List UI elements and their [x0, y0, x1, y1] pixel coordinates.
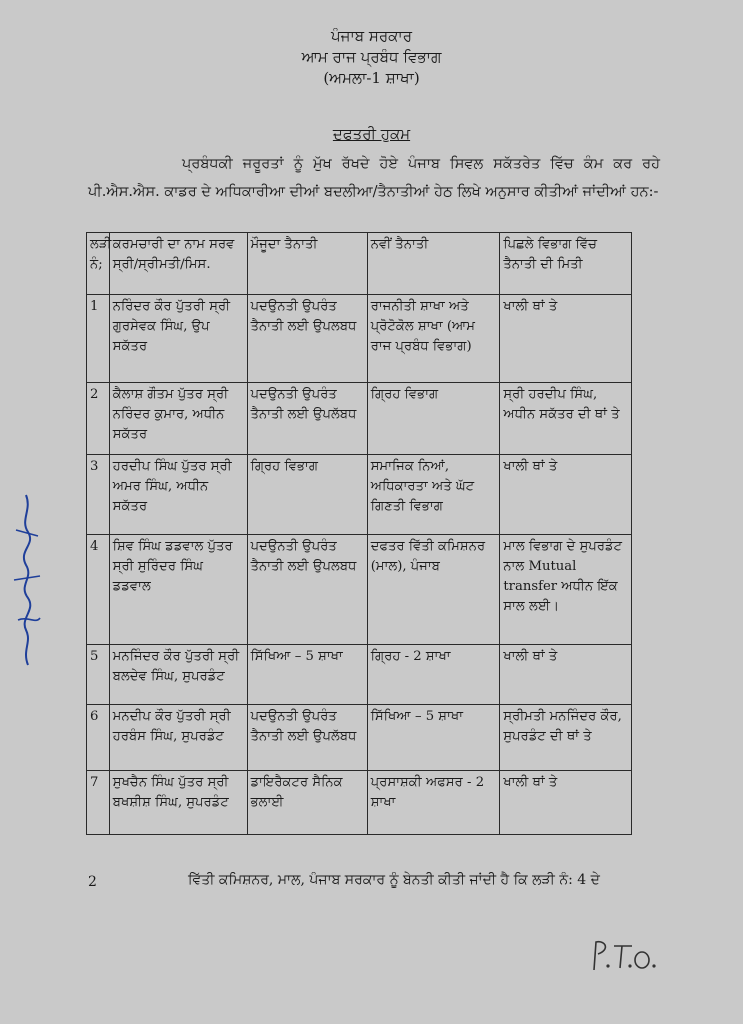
cell-new-posting: ਗ੍ਰਿਹ - 2 ਸ਼ਾਖਾ [367, 645, 500, 705]
cell-employee-name: ਸੁਖਚੈਨ ਸਿੰਘ ਪੁੱਤਰ ਸ੍ਰੀ ਬਖਸ਼ੀਸ਼ ਸਿੰਘ, ਸੁਪਰਡੰਟ [109, 771, 247, 835]
letterhead [0, 26, 743, 89]
cell-serial-no: 7 [87, 771, 110, 835]
cell-serial-no: 1 [87, 295, 110, 383]
header-current-posting: ਮੌਜੂਦਾ ਤੈਨਾਤੀ [247, 233, 367, 295]
cell-previous-posting-date: ਖਾਲੀ ਥਾਂ ਤੇ [500, 295, 632, 383]
table-row [87, 645, 632, 705]
pto-handwritten-mark [588, 936, 658, 976]
cell-serial-no: 3 [87, 455, 110, 535]
header-serial-no: ਲੜੀ ਨੰ; [87, 233, 110, 295]
header-employee-name: ਕਰਮਚਾਰੀ ਦਾ ਨਾਮ ਸਰਵ ਸ੍ਰੀ/ਸ੍ਰੀਮਤੀ/ਮਿਸ. [109, 233, 247, 295]
intro-paragraph [88, 150, 660, 206]
cell-employee-name: ਕੈਲਾਸ਼ ਗੌਤਮ ਪੁੱਤਰ ਸ੍ਰੀ ਨਰਿੰਦਰ ਕੁਮਾਰ, ਅਧੀਨ ਸਕੱਤਰ [109, 383, 247, 455]
department-name: ਆਮ ਰਾਜ ਪ੍ਰਬੰਧ ਵਿਭਾਗ [301, 48, 442, 66]
cell-employee-name: ਮਨਜਿੰਦਰ ਕੌਰ ਪੁੱਤਰੀ ਸ੍ਰੀ ਬਲਦੇਵ ਸਿੰਘ, ਸੁਪਰਡੰਟ [109, 645, 247, 705]
cell-previous-posting-date: ਖਾਲੀ ਥਾਂ ਤੇ [500, 771, 632, 835]
table-row [87, 383, 632, 455]
cell-employee-name: ਮਨਦੀਪ ਕੌਰ ਪੁੱਤਰੀ ਸ੍ਰੀ ਹਰਬੰਸ ਸਿੰਘ, ਸੁਪਰਡੰਟ [109, 705, 247, 771]
cell-current-posting: ਪਦਉਨਤੀ ਉਪਰੰਤ ਤੈਨਾਤੀ ਲਈ ਉਪਲਬਧ [247, 535, 367, 645]
table-row [87, 771, 632, 835]
cell-new-posting: ਗ੍ਰਿਹ ਵਿਭਾਗ [367, 383, 500, 455]
paragraph-text: ਵਿੱਤੀ ਕਮਿਸ਼ਨਰ, ਮਾਲ, ਪੰਜਾਬ ਸਰਕਾਰ ਨੂੰ ਬੇਨਤੀ ਕੀਤੀ ਜਾਂਦੀ ਹੈ ਕਿ ਲੜੀ ਨੰ: 4 ਦੇ [188, 872, 600, 888]
intro-text: ਪ੍ਰਬੰਧਕੀ ਜਰੂਰਤਾਂ ਨੂੰ ਮੁੱਖ ਰੱਖਦੇ ਹੋਏ ਪੰਜਾਬ ਸਿਵਲ ਸਕੱਤਰੇਤ ਵਿੱਚ ਕੰਮ ਕਰ ਰਹੇ ਪੀ.ਐਸ.ਐਸ. ਕਾਡਰ ਦੇ ਅਧਿਕਾਰੀਆ ਦੀਆਂ ਬਦਲੀਆ/ਤੈਨਾਤੀਆਂ ਹੇਠ ਲਿਖੇ ਅਨੁਸਾਰ ਕੀਤੀਆਂ ਜਾਂਦੀਆਂ ਹਨ:- [88, 156, 660, 200]
cell-previous-posting-date: ਮਾਲ ਵਿਭਾਗ ਦੇ ਸੁਪਰਡੰਟ ਨਾਲ Mutual transfer ਅਧੀਨ ਇੱਕ ਸਾਲ ਲਈ। [500, 535, 632, 645]
handwritten-signature [6, 490, 46, 670]
table-row [87, 535, 632, 645]
paragraph-number: 2 [88, 874, 97, 890]
cell-current-posting: ਗ੍ਰਿਹ ਵਿਭਾਗ [247, 455, 367, 535]
branch-name: (ਅਮਲਾ-1 ਸ਼ਾਖਾ) [323, 69, 420, 87]
cell-current-posting: ਪਦਉਨਤੀ ਉਪਰੰਤ ਤੈਨਾਤੀ ਲਈ ਉਪਲੱਬਧ [247, 705, 367, 771]
header-new-posting: ਨਵੀਂ ਤੈਨਾਤੀ [367, 233, 500, 295]
cell-current-posting: ਪਦਉਨਤੀ ਉਪਰੰਤ ਤੈਨਾਤੀ ਲਈ ਉਪਲਬਧ [247, 295, 367, 383]
cell-serial-no: 4 [87, 535, 110, 645]
table-header-row [87, 233, 632, 295]
cell-serial-no: 6 [87, 705, 110, 771]
cell-new-posting: ਦਫਤਰ ਵਿੱਤੀ ਕਮਿਸ਼ਨਰ (ਮਾਲ), ਪੰਜਾਬ [367, 535, 500, 645]
cell-new-posting: ਪ੍ਰਸਾਸ਼ਕੀ ਅਫਸਰ - 2 ਸ਼ਾਖਾ [367, 771, 500, 835]
cell-new-posting: ਰਾਜਨੀਤੀ ਸ਼ਾਖਾ ਅਤੇ ਪ੍ਰੋਟੋਕੋਲ ਸ਼ਾਖਾ (ਆਮ ਰਾਜ ਪ੍ਰਬੰਧ ਵਿਭਾਗ) [367, 295, 500, 383]
cell-new-posting: ਸਮਾਜਿਕ ਨਿਆਂ, ਅਧਿਕਾਰਤਾ ਅਤੇ ਘੱਟ ਗਿਣਤੀ ਵਿਭਾਗ [367, 455, 500, 535]
cell-serial-no: 5 [87, 645, 110, 705]
table-row [87, 705, 632, 771]
cell-previous-posting-date: ਖਾਲੀ ਥਾਂ ਤੇ [500, 455, 632, 535]
table-row [87, 455, 632, 535]
cell-current-posting: ਸਿੱਖਿਆ – 5 ਸ਼ਾਖਾ [247, 645, 367, 705]
cell-previous-posting-date: ਖਾਲੀ ਥਾਂ ਤੇ [500, 645, 632, 705]
cell-previous-posting-date: ਸ੍ਰੀ ਹਰਦੀਪ ਸਿੰਘ, ਅਧੀਨ ਸਕੱਤਰ ਦੀ ਥਾਂ ਤੇ [500, 383, 632, 455]
cell-employee-name: ਨਰਿੰਦਰ ਕੌਰ ਪੁੱਤਰੀ ਸ੍ਰੀ ਗੁਰਸੇਵਕ ਸਿੰਘ, ਉਪ ਸਕੱਤਰ [109, 295, 247, 383]
cell-current-posting: ਪਦਉਨਤੀ ਉਪਰੰਤ ਤੈਨਾਤੀ ਲਈ ਉਪਲੱਬਧ [247, 383, 367, 455]
cell-employee-name: ਸ਼ਿਵ ਸਿੰਘ ਡਡਵਾਲ ਪੁੱਤਰ ਸ੍ਰੀ ਸੁਰਿੰਦਰ ਸਿੰਘ ਡਡਵਾਲ [109, 535, 247, 645]
transfer-table [86, 232, 632, 835]
cell-previous-posting-date: ਸ੍ਰੀਮਤੀ ਮਨਜਿੰਦਰ ਕੌਰ, ਸੁਪਰਡੰਟ ਦੀ ਥਾਂ ਤੇ [500, 705, 632, 771]
header-previous-posting-date: ਪਿਛਲੇ ਵਿਭਾਗ ਵਿੱਚ ਤੈਨਾਤੀ ਦੀ ਮਿਤੀ [500, 233, 632, 295]
cell-new-posting: ਸਿੱਖਿਆ – 5 ਸ਼ਾਖਾ [367, 705, 500, 771]
govt-name: ਪੰਜਾਬ ਸਰਕਾਰ [331, 27, 412, 45]
cell-employee-name: ਹਰਦੀਪ ਸਿੰਘ ਪੁੱਤਰ ਸ੍ਰੀ ਅਮਰ ਸਿੰਘ, ਅਧੀਨ ਸਕੱਤਰ [109, 455, 247, 535]
cell-serial-no: 2 [87, 383, 110, 455]
order-title: ਦਫਤਰੀ ਹੁਕਮ [332, 125, 411, 143]
table-row [87, 295, 632, 383]
cell-current-posting: ਡਾਇਰੈਕਟਰ ਸੈਨਿਕ ਭਲਾਈ [247, 771, 367, 835]
